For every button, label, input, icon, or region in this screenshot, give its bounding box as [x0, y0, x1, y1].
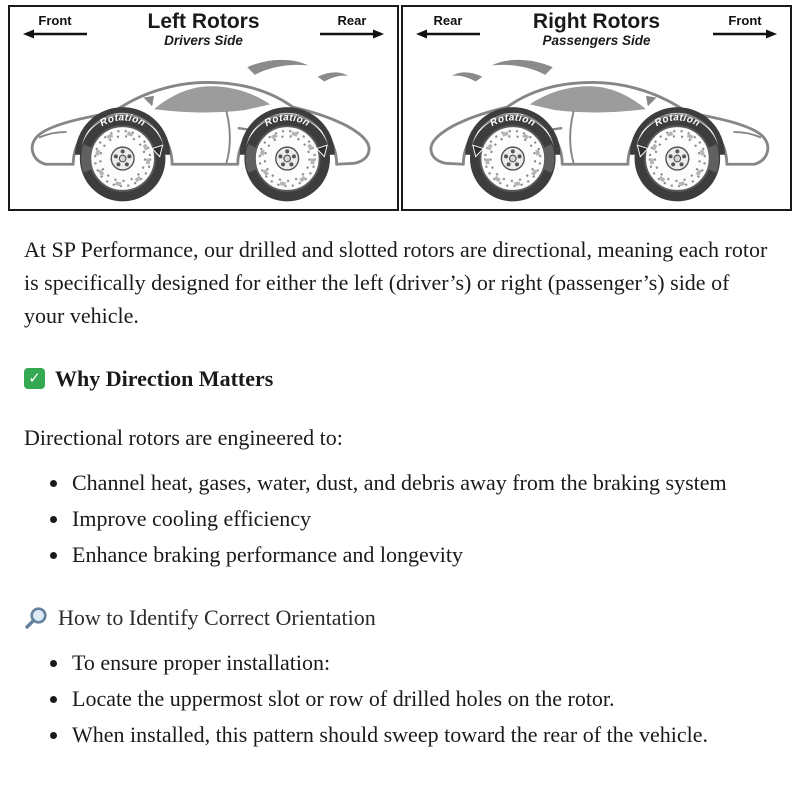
direction-label: Front: [38, 13, 72, 28]
rotor-direction-diagram: [0, 0, 800, 211]
check-glyph: ✓: [28, 369, 41, 388]
identify-orientation-heading: [24, 601, 770, 634]
panel-title: Left Rotors: [147, 10, 260, 33]
article-content: [0, 211, 800, 774]
arrow-right-icon: [713, 29, 777, 39]
panel-subtitle: Drivers Side: [164, 33, 243, 49]
orientation-list: [24, 646, 770, 751]
direction-label: Front: [728, 13, 762, 28]
direction-label: Rear: [337, 13, 367, 28]
intro-paragraph: At SP Performance, our drilled and slotted rotors are directional, meaning each rotor is specifically designed for either the left (driver’s) or right (passenger’s) side of your vehicle.: [24, 237, 768, 328]
rotation-label: Rotation: [652, 112, 702, 130]
direction-label: Rear: [433, 13, 463, 28]
arrow-left-icon: [416, 29, 480, 39]
orientation-item: • Locate the uppermost slot or row of drilled holes on the rotor.: [70, 682, 770, 715]
left-car-illustration: [10, 52, 397, 208]
check-icon: [24, 368, 45, 389]
heading-text: How to Identify Correct Orientation: [58, 605, 376, 630]
arrow-left-icon: [23, 29, 87, 39]
front-direction-indicator: [22, 13, 88, 39]
panel-title: Right Rotors: [532, 10, 661, 33]
front-direction-indicator: [712, 13, 778, 39]
benefit-item: • Enhance braking performance and longevity: [70, 538, 770, 571]
rear-direction-indicator: [415, 13, 481, 39]
heading-text: Why Direction Matters: [55, 366, 274, 391]
orientation-item: • When installed, this pattern should sweep toward the rear of the vehicle.: [70, 718, 770, 751]
rotation-label: Rotation: [98, 112, 148, 130]
benefit-item: • Improve cooling efficiency: [70, 502, 770, 535]
left-rotors-panel: [8, 5, 399, 211]
orientation-item: • To ensure proper installation:: [70, 646, 770, 679]
right-rotors-panel: [401, 5, 792, 211]
panel-subtitle: Passengers Side: [542, 33, 651, 49]
rotation-label: Rotation: [262, 112, 312, 130]
benefits-list: [24, 466, 770, 571]
arrow-right-icon: [320, 29, 384, 39]
rear-direction-indicator: [319, 13, 385, 39]
why-direction-heading: [24, 362, 770, 395]
magnifier-icon: [24, 606, 48, 630]
rotation-label: Rotation: [488, 112, 538, 130]
benefit-item: • Channel heat, gases, water, dust, and debris away from the braking system: [70, 466, 770, 499]
right-car-illustration: [403, 52, 790, 208]
benefits-lead: Directional rotors are engineered to:: [24, 425, 343, 450]
